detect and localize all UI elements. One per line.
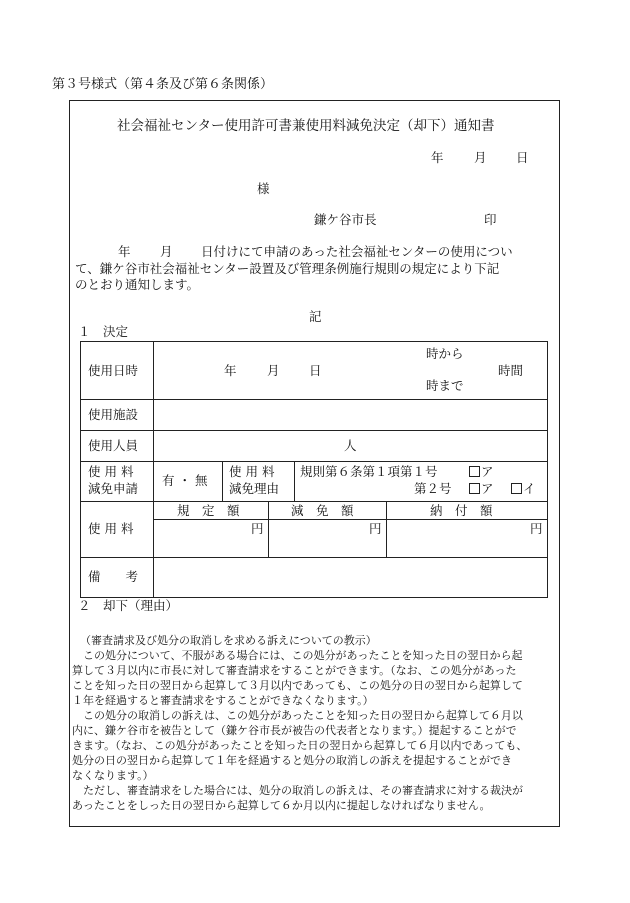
usage-time-to: 時まで	[426, 378, 464, 393]
fee-standard-yen: 円	[251, 521, 264, 536]
intro-text-3: のとおり通知します。	[75, 277, 200, 292]
usage-month: 月	[267, 363, 280, 378]
notice-line: 処分の日の翌日から起算して１年を経過すると処分の取消しの訴えを提起することができ	[72, 754, 512, 767]
usage-time-from: 時から	[426, 346, 464, 361]
reduction-rule: 規則第６条第１項第１号	[300, 464, 438, 479]
notice-line: あったことをしった日の翌日から起算して６か月以内に提起しなければなりません。	[72, 799, 491, 812]
fee-label: 使 用 料	[88, 521, 134, 536]
date-month: 月	[474, 150, 487, 165]
fee-col-reduction: 減 免 額	[291, 503, 354, 518]
checkbox-icon	[469, 466, 480, 477]
intro-month: 月	[160, 244, 173, 259]
remarks-label: 備 考	[88, 569, 139, 584]
notice-line: なくなります。）	[72, 769, 154, 782]
reduction-request-label-1: 使 用 料	[88, 464, 134, 479]
issuer: 鎌ケ谷市長	[314, 212, 377, 227]
usage-datetime-label: 使用日時	[88, 363, 139, 378]
intro-text-1: 日付けにて申請のあった社会福祉センターの使用につい	[201, 244, 513, 259]
fee-col-payment: 納 付 額	[430, 503, 493, 518]
date-day: 日	[516, 150, 529, 165]
ki-heading: 記	[309, 309, 322, 324]
notice-line: ただし、審査請求をした場合には、処分の取消しの訴えは、その審査請求に対する裁決が	[72, 784, 523, 797]
reduction-reason-label-2: 減免理由	[229, 481, 280, 496]
facility-label: 使用施設	[88, 407, 139, 422]
intro-text-2: て、鎌ケ谷市社会福祉センター設置及び管理条例施行規則の規定により下記	[75, 261, 500, 276]
notice-body	[72, 648, 527, 813]
reduction-request-label-2: 減免申請	[88, 481, 139, 496]
addressee-suffix: 様	[257, 181, 270, 196]
document-title: 社会福祉センター使用許可書兼使用料減免決定（却下）通知書	[117, 118, 495, 134]
notice-line: 算して３月以内に市長に対して審査請求をすることができます。（なお、この処分があった	[72, 664, 517, 677]
section-rejection: ２ 却下（理由）	[78, 598, 179, 613]
seal-mark: 印	[484, 212, 497, 227]
usage-hours: 時間	[498, 363, 524, 378]
usage-year: 年	[224, 363, 237, 378]
notice-line: 内に、鎌ケ谷市を被告として（鎌ケ谷市長が被告の代表者となります。）提起することがで	[72, 724, 517, 737]
checkbox-icon	[511, 483, 522, 494]
option-1a[interactable]: ア	[469, 466, 494, 479]
notice-line: きます。（なお、この処分があったことを知った日の翌日から起算して６月以内であっても、	[72, 739, 528, 752]
form-number: 第３号様式（第４条及び第６条関係）	[52, 77, 274, 92]
reduction-item-2: 第２号	[414, 481, 452, 496]
notice-line: この処分について、不服がある場合には、この処分があったことを知った日の翌日から起	[72, 649, 523, 662]
notice-line: ことを知った日の翌日から起算して３月以内であっても、この処分の日の翌日から起算して	[72, 679, 523, 692]
option-2a[interactable]: ア	[469, 483, 494, 496]
notice-line: この処分の取消しの訴えは、この処分があったことを知った日の翌日から起算して６月以	[72, 709, 523, 722]
date-year: 年	[431, 150, 444, 165]
intro-year: 年	[118, 244, 131, 259]
option-2i[interactable]: イ	[511, 483, 536, 496]
people-label: 使用人員	[88, 438, 139, 453]
notice-heading: （審査請求及び処分の取消しを求める訴えについての教示）	[80, 634, 377, 647]
fee-reduction-yen: 円	[369, 521, 382, 536]
notice-line: １年を経過すると審査請求をすることができなくなります。）	[72, 694, 374, 707]
people-unit: 人	[344, 438, 357, 453]
reduction-request-value: 有 ・ 無	[162, 473, 208, 488]
section-decision: １ 決定	[78, 324, 129, 339]
usage-day: 日	[309, 363, 322, 378]
fee-payment-yen: 円	[530, 521, 543, 536]
fee-col-standard: 規 定 額	[177, 503, 240, 518]
reduction-reason-label-1: 使 用 料	[229, 464, 275, 479]
checkbox-icon	[469, 483, 480, 494]
